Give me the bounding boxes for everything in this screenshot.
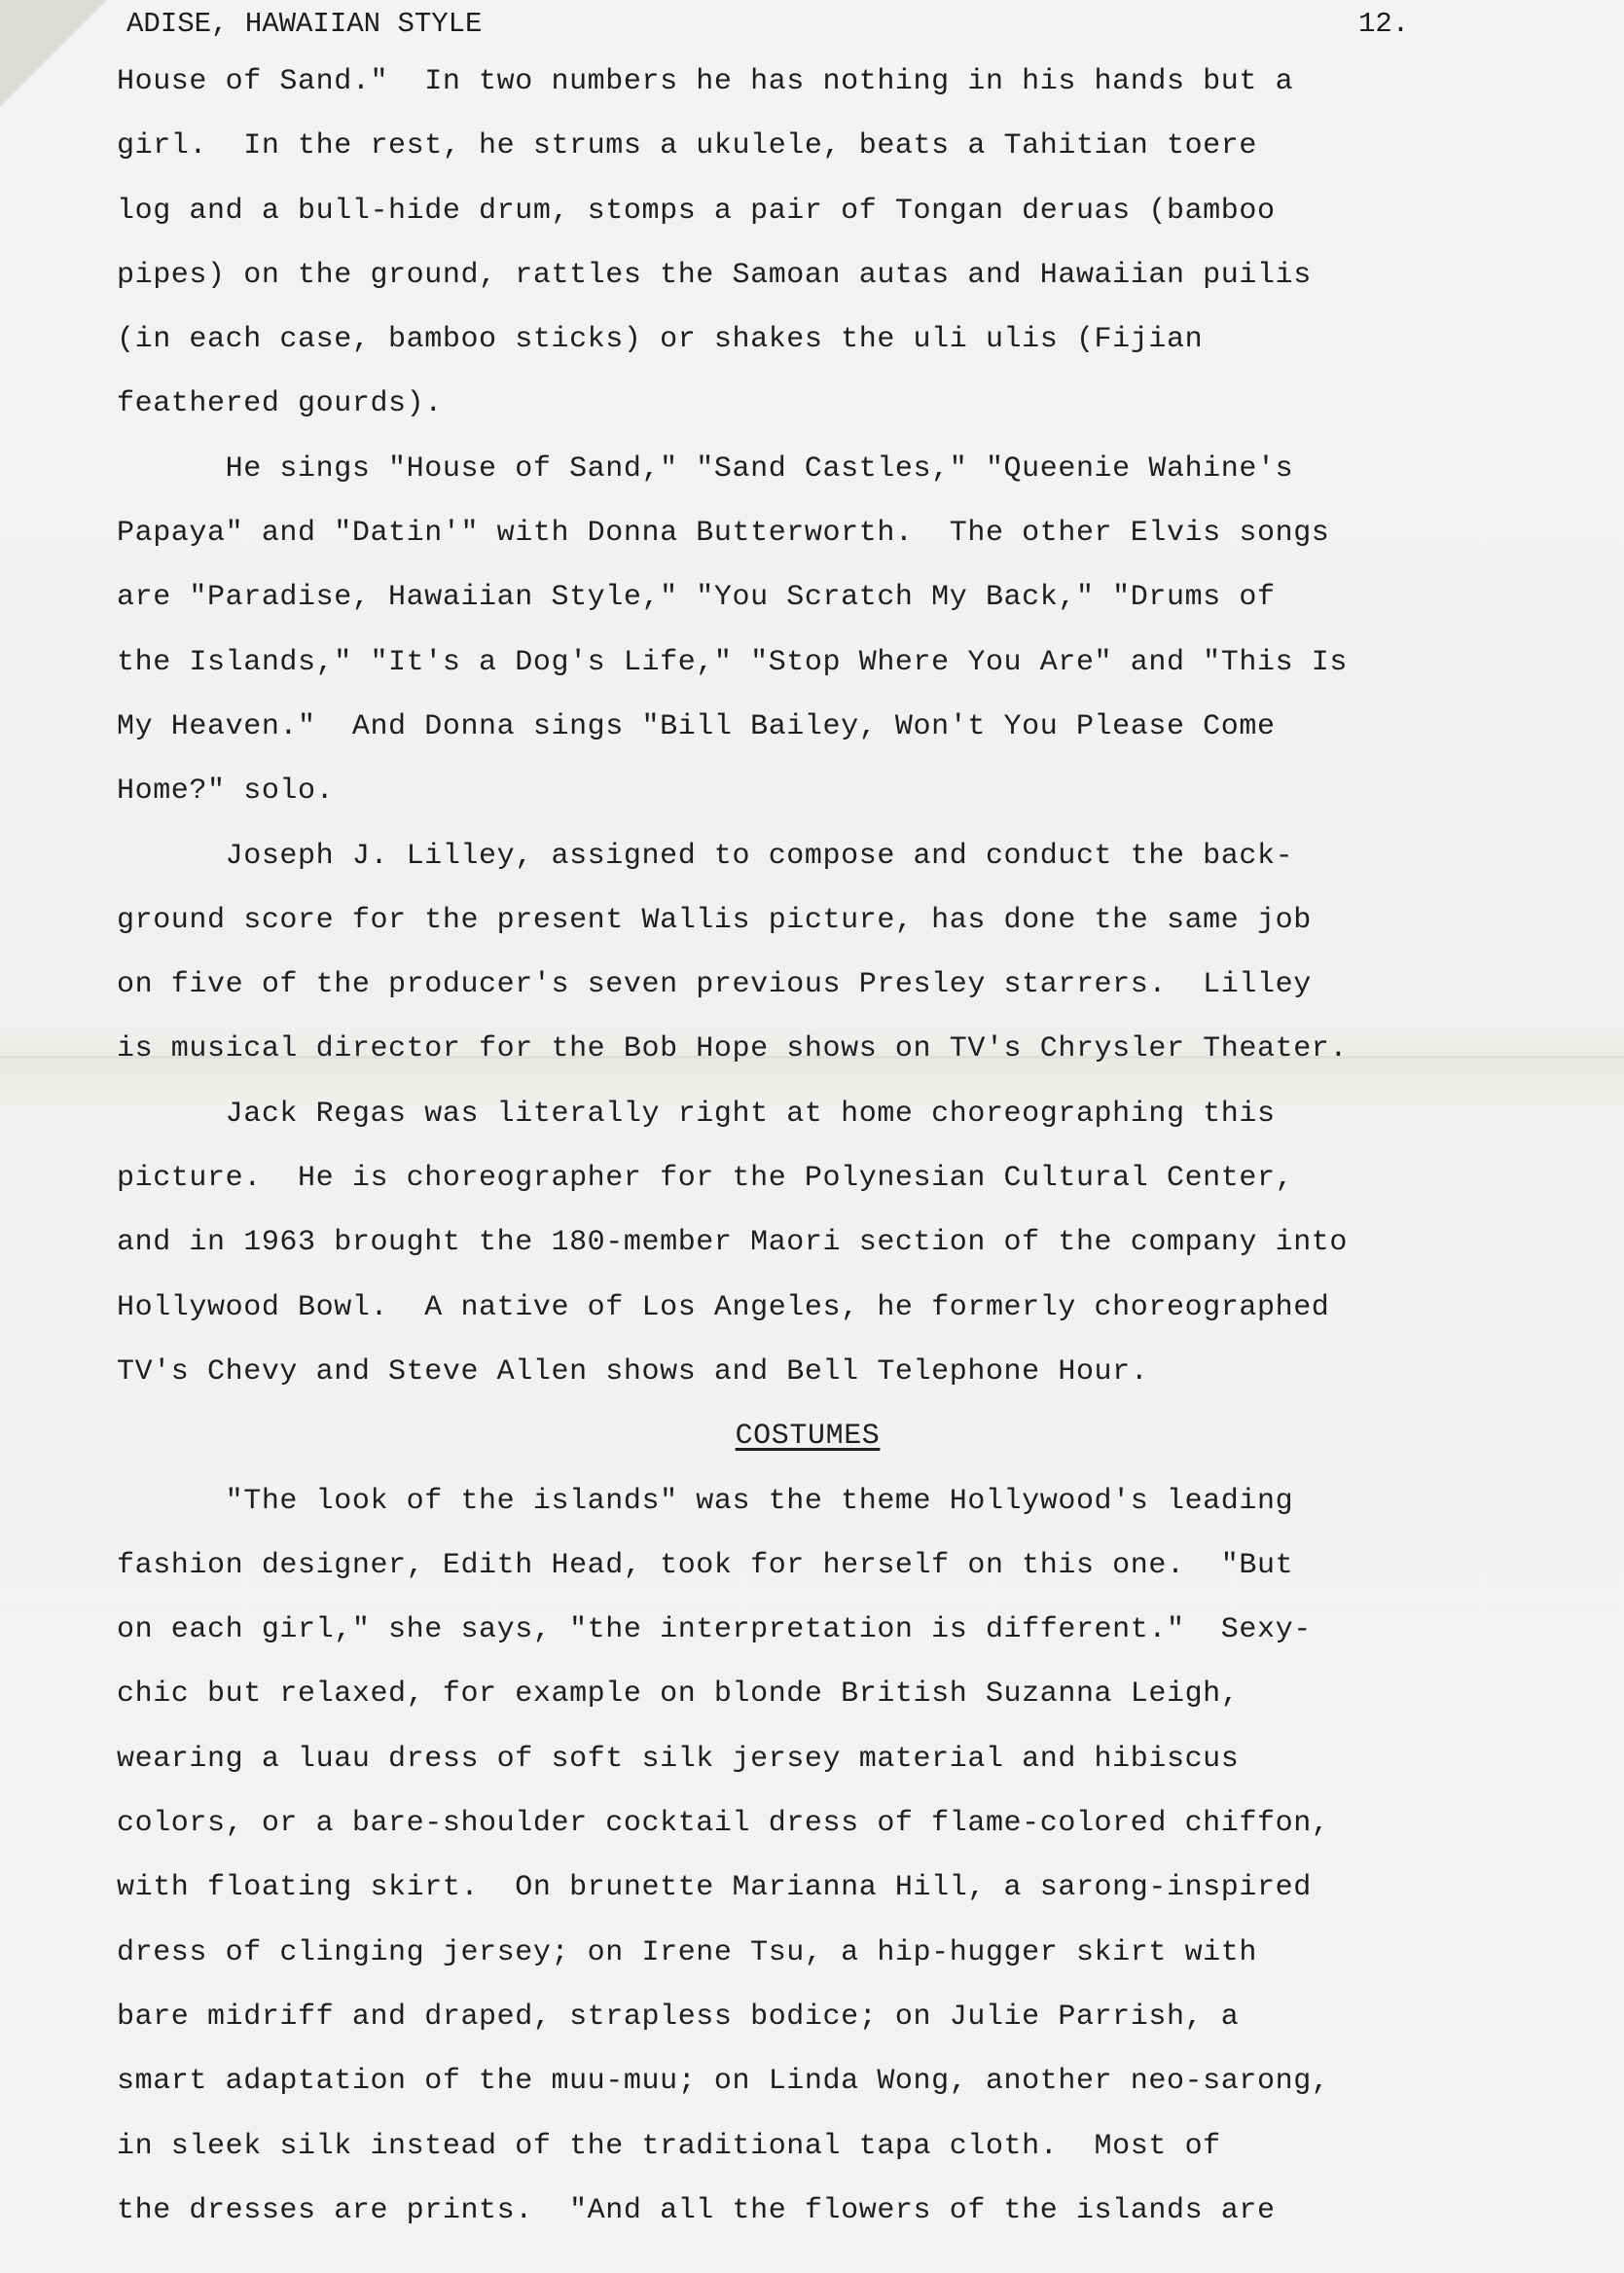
text-line: Hollywood Bowl. A native of Los Angeles, he formerly choreographed (117, 1290, 1330, 1324)
document-body (117, 60, 1498, 2254)
text-line: girl. In the rest, he strums a ukulele, beats a Tahitian toere (117, 129, 1257, 163)
text-line: Papaya" and "Datin'" with Donna Butterworth. The other Elvis songs (117, 517, 1330, 551)
text-line: and in 1963 brought the 180-member Maori section of the company into (117, 1226, 1348, 1260)
text-line: on each girl," she says, "the interpretation is different." Sexy- (117, 1613, 1312, 1647)
text-line: log and a bull-hide drum, stomps a pair of Tongan deruas (bamboo (117, 194, 1276, 228)
text-line: Jack Regas was literally right at home choreographing this (117, 1097, 1276, 1131)
text-line: My Heaven." And Donna sings "Bill Bailey, Won't You Please Come (117, 709, 1276, 743)
text-line: is musical director for the Bob Hope shows on TV's Chrysler Theater. (117, 1032, 1348, 1066)
text-line: fashion designer, Edith Head, took for herself on this one. "But (117, 1548, 1294, 1582)
text-line: House of Sand." In two numbers he has nothing in his hands but a (117, 65, 1294, 98)
text-line: the Islands," "It's a Dog's Life," "Stop Where You Are" and "This Is (117, 645, 1348, 679)
text-line: wearing a luau dress of soft silk jersey material and hibiscus (117, 1742, 1240, 1776)
page-header (0, 8, 1624, 47)
text-line: bare midriff and draped, strapless bodice; on Julie Parrish, a (117, 2000, 1240, 2034)
text-line: are "Paradise, Hawaiian Style," "You Scratch My Back," "Drums of (117, 581, 1276, 615)
text-line: Home?" solo. (117, 775, 335, 809)
running-title: ADISE, HAWAIIAN STYLE (126, 8, 483, 40)
text-line: feathered gourds). (117, 387, 443, 421)
text-line: "The look of the islands" was the theme Hollywood's leading (117, 1484, 1294, 1518)
page-number: 12. (1358, 8, 1410, 40)
text-line: with floating skirt. On brunette Marianna Hill, a sarong-inspired (117, 1871, 1312, 1905)
section-heading-text: COSTUMES (735, 1420, 881, 1454)
text-line: He sings "House of Sand," "Sand Castles," "Queenie Wahine's (117, 451, 1294, 486)
text-line: chic but relaxed, for example on blonde British Suzanna Leigh, (117, 1678, 1240, 1712)
text-line: pipes) on the ground, rattles the Samoan autas and Hawaiian puilis (117, 258, 1312, 292)
text-line: the dresses are prints. "And all the flowers of the islands are (117, 2193, 1276, 2227)
text-line: (in each case, bamboo sticks) or shakes the uli ulis (Fijian (117, 323, 1204, 357)
text-line: picture. He is choreographer for the Polynesian Cultural Center, (117, 1162, 1294, 1196)
text-line: in sleek silk instead of the traditional tapa cloth. Most of (117, 2129, 1221, 2163)
text-line: colors, or a bare-shoulder cocktail dress of flame-colored chiffon, (117, 1807, 1330, 1841)
text-line: on five of the producer's seven previous Presley starrers. Lilley (117, 968, 1312, 1002)
text-line: smart adaptation of the muu-muu; on Linda Wong, another neo-sarong, (117, 2065, 1330, 2099)
text-line: ground score for the present Wallis picture, has done the same job (117, 903, 1312, 937)
text-line: Joseph J. Lilley, assigned to compose and conduct the back- (117, 839, 1294, 873)
text-line: TV's Chevy and Steve Allen shows and Bell Telephone Hour. (117, 1354, 1149, 1389)
text-line: dress of clinging jersey; on Irene Tsu, a hip-hugger skirt with (117, 1935, 1257, 1969)
section-heading (117, 1415, 1498, 1479)
